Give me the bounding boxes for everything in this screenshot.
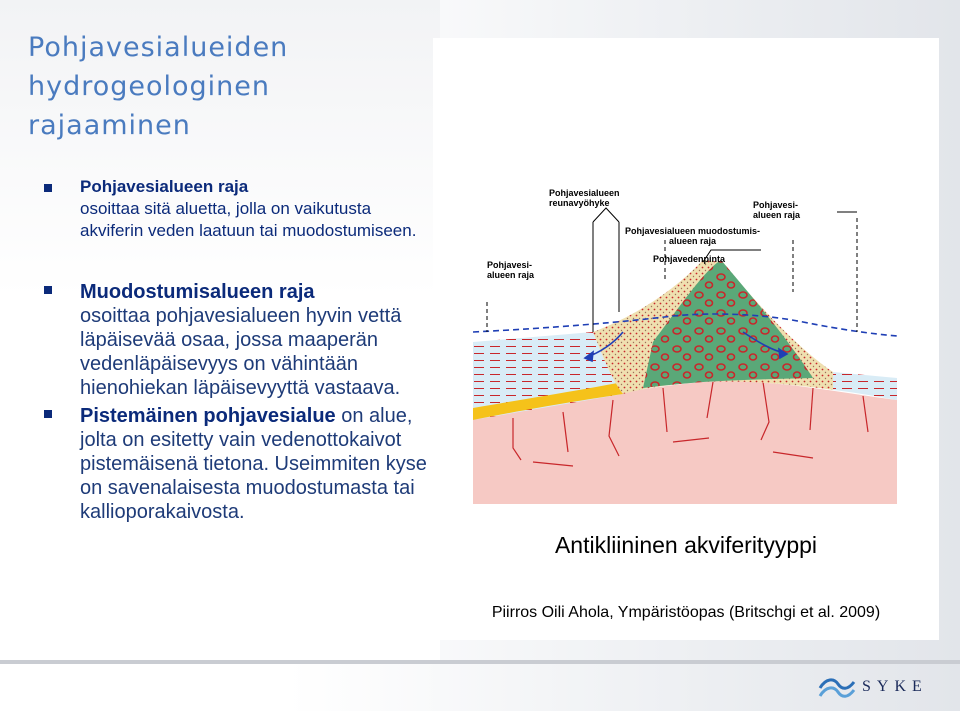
figure-caption: Antikliininen akviferityyppi xyxy=(554,532,818,558)
bullet-body: osoittaa sitä aluetta, jolla on vaikutusta akviferin veden laatuun tai muodostumiseen. xyxy=(80,199,417,240)
aquifer-cross-section-diagram xyxy=(473,182,897,504)
label-edge-zone-1: Pohjavesialueen xyxy=(549,188,620,198)
text-panel xyxy=(0,0,440,660)
figure-credit: Piirros Oili Ahola, Ympäristöopas (Britschgi et al. 2009) xyxy=(491,604,881,621)
label-area-left-2: alueen raja xyxy=(487,270,535,280)
label-edge-zone-2: reunavyöhyke xyxy=(549,198,610,208)
logo-wordmark: SYKE xyxy=(862,678,928,695)
bullet-list xyxy=(44,176,434,524)
square-bullet-icon xyxy=(44,184,52,192)
label-area-right-1: Pohjavesi- xyxy=(753,200,799,210)
label-area-right-2: alueen raja xyxy=(753,210,801,220)
square-bullet-icon xyxy=(44,410,52,418)
bullet-body: osoittaa pohjavesialueen hyvin vettä läpäisevää osaa, jossa maaperän vedenläpäisevyys on vähintään hienohiekan läpäisevyyttä vastaava. xyxy=(80,305,402,399)
bullet-body: on alue, jolta on esitetty vain vedenottokaivot pistemäisenä tietona. Useimmiten kyse on savenalaisesta muodostumasta tai kallioporakaivosta. xyxy=(80,405,427,523)
label-recharge-1: Pohjavesialueen muodostumis- xyxy=(625,226,761,236)
list-item xyxy=(44,280,434,400)
list-item xyxy=(44,176,434,242)
bullet-heading: Pohjavesialueen raja xyxy=(80,177,249,196)
gravel-pebbles xyxy=(643,260,813,388)
label-water-table: Pohjavedenpinta xyxy=(653,254,726,264)
syke-logo xyxy=(818,672,942,702)
label-recharge-2: alueen raja xyxy=(669,236,717,246)
figure-panel xyxy=(433,38,939,640)
square-bullet-icon xyxy=(44,286,52,294)
wave-logo-icon xyxy=(818,674,856,700)
page-title: Pohjavesialueiden hydrogeologinen rajaaminen xyxy=(28,32,289,141)
footer-divider xyxy=(0,660,960,664)
bullet-heading: Pistemäinen pohjavesialue xyxy=(80,405,336,427)
list-item xyxy=(44,404,434,524)
label-area-left-1: Pohjavesi- xyxy=(487,260,533,270)
diagram-labels xyxy=(487,188,801,280)
bullet-heading: Muodostumisalueen raja xyxy=(80,281,315,303)
